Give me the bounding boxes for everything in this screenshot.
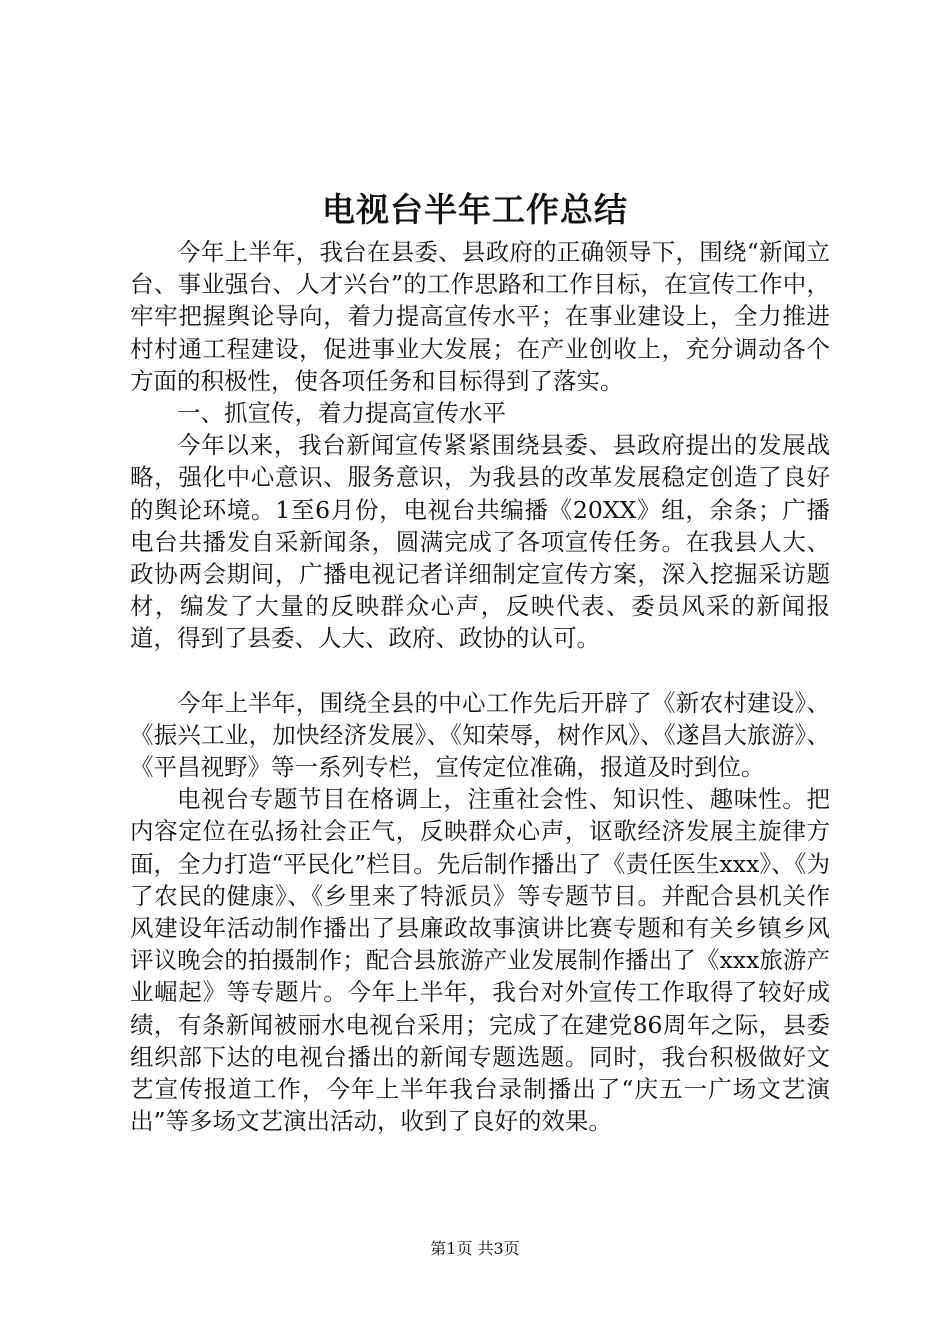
document-title: 电视台半年工作总结 (322, 190, 628, 229)
document-body (130, 236, 830, 1137)
paragraph-news: 今年以来，我台新闻宣传紧紧围绕县委、县政府提出的发展战略，强化中心意识、服务意识，为我县的改革发展稳定创造了良好的舆论环境。1至6月份，电视台共编播《20XX》组，余条；广播电台共播发自采新闻条，圆满完成了各项宣传任务。在我县人大、政协两会期间，广播电视记者详细制定宣传方案，深入挖掘采访题材，编发了大量的反映群众心声，反映代表、委员风采的新闻报道，得到了县委、人大、政府、政协的认可。 (130, 431, 830, 653)
page-footer: 第1页 共3页 (430, 1239, 520, 1258)
paragraph-intro: 今年上半年，我台在县委、县政府的正确领导下，围绕“新闻立台、事业强台、人才兴台”的工作思路和工作目标，在宣传工作中，牢牢把握舆论导向，着力提高宣传水平；在事业建设上，全力推进村村通工程建设，促进事业大发展；在产业创收上，充分调动各个方面的积极性，使各项任务和目标得到了落实。 (130, 238, 830, 395)
paragraph-programs: 电视台专题节目在格调上，注重社会性、知识性、趣味性。把内容定位在弘扬社会正气，反映群众心声，讴歌经济发展主旋律方面，全力打造“平民化”栏目。先后制作播出了《责任医生xxx》、《为了农民的健康》、《乡里来了特派员》等专题节目。并配合县机关作风建设年活动制作播出了县廉政故事演讲比赛专题和有关乡镇乡风评议晚会的拍摄制作；配合县旅游产业发展制作播出了《xxx旅游产业崛起》等专题片。今年上半年，我台对外宣传工作取得了较好成绩，有条新闻被丽水电视台采用；完成了在建党86周年之际，县委组织部下达的电视台播出的新闻专题选题。同时，我台积极做好文艺宣传报道工作，今年上半年我台录制播出了“庆五一广场文艺演出”等多场文艺演出活动，收到了良好的效果。 (130, 785, 830, 1136)
section-heading: 一、抓宣传，着力提高宣传水平 (177, 399, 506, 428)
paragraph-columns: 今年上半年，围绕全县的中心工作先后开辟了《新农村建设》、《振兴工业，加快经济发展》、《知荣辱，树作风》、《遂昌大旅游》、《平昌视野》等一系列专栏，宣传定位准确，报道及时到位。 (130, 688, 830, 782)
paragraph-spacer (130, 655, 830, 687)
